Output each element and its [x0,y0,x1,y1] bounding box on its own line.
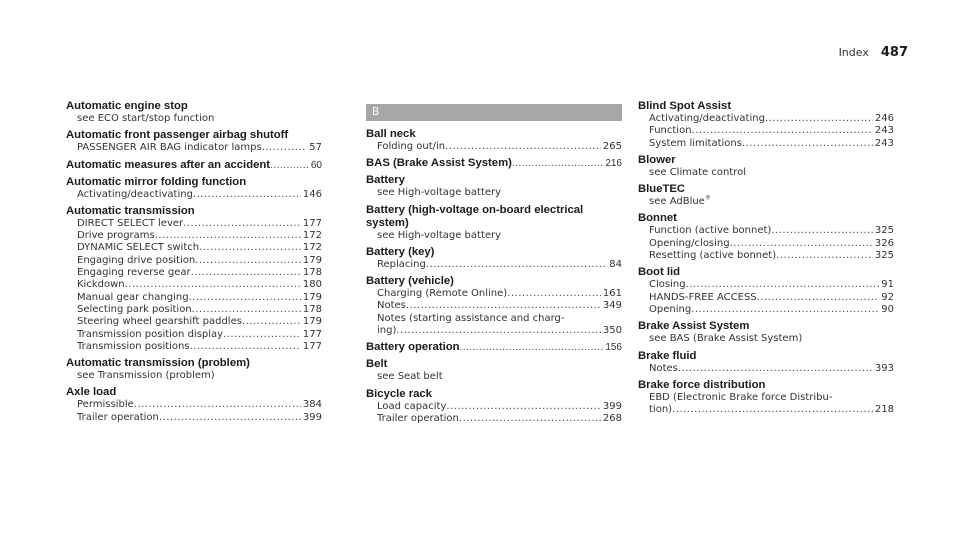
page-reference[interactable]: 92 [881,291,894,303]
index-entry [66,100,322,125]
index-entry [366,388,622,426]
index-term: Brake fluid [638,349,697,362]
index-subentry: see Transmission (problem) [77,370,215,382]
index-entry [366,157,622,170]
leader-dots [192,304,301,316]
index-entry [638,350,894,375]
page-reference[interactable]: 177 [302,328,322,340]
leader-dots [692,125,873,137]
index-entry [366,246,622,271]
entry-text: PASSENGER AIR BAG indicator lamps [77,142,262,154]
index-entry [638,320,894,345]
index-subentry[interactable] [638,292,894,304]
page-reference[interactable]: 393 [874,362,894,374]
index-term: Bonnet [638,212,677,225]
index-subentry[interactable] [638,250,894,262]
index-subentry[interactable] [638,125,894,137]
leader-dots [507,288,601,300]
leader-dots [776,250,873,262]
page-reference[interactable]: 60 [310,159,322,171]
entry-text: HANDS-FREE ACCESS [649,291,757,303]
entry-text: Permissible [77,399,134,411]
index-subentry[interactable] [638,363,894,375]
index-term: Battery (vehicle) [366,275,454,288]
index-subentry[interactable] [366,141,622,153]
index-subentry[interactable] [366,401,622,413]
index-entry [366,341,622,354]
index-subentry[interactable] [66,279,322,291]
leader-dots [125,279,301,291]
index-term: Automatic front passenger airbag shutoff [66,129,289,142]
page-reference[interactable]: 326 [874,237,894,249]
index-entry [366,174,622,199]
page-reference[interactable]: 265 [602,141,622,152]
index-subentry[interactable] [66,412,322,424]
index-term: BlueTEC [638,183,686,196]
entry-text: tion) [649,404,673,416]
leader-dots [193,189,301,201]
entry-text: Activating/deactivating [77,188,193,200]
index-subentry: see ECO start/stop function [77,113,215,124]
index-term: Automatic transmission (problem) [66,357,250,370]
index-subentry[interactable] [66,189,322,201]
leader-dots [270,159,309,172]
entry-text: Manual gear changing [77,291,189,303]
entry-text: Engaging drive position [77,254,196,266]
index-term: Brake force distribution [638,378,766,391]
entry-text: BAS (Brake Assist System) [366,157,512,170]
page-reference[interactable]: 91 [881,279,894,291]
index-entry [638,266,894,316]
index-entry [638,379,894,417]
entry-text: Steering wheel gearshift paddles [77,316,242,328]
index-term[interactable] [366,341,622,354]
entry-text: Kickdown [77,279,125,291]
index-term: Battery (key) [366,245,435,258]
index-entry [66,176,322,201]
page-reference[interactable]: 172 [302,242,322,254]
index-term[interactable] [366,157,622,170]
index-subentry: see BAS (Brake Assist System) [649,333,803,345]
index-entry [366,128,622,153]
index-subentry: see High-voltage battery [377,187,502,199]
index-subentry[interactable] [66,329,322,341]
index-entry [638,154,894,179]
page-reference[interactable]: 399 [602,400,622,412]
index-column-1 [66,100,322,428]
index-term: Battery (high-voltage on-board electrical [366,203,584,216]
index-subentry[interactable] [66,267,322,279]
index-term: Blower [638,153,676,166]
index-subentry[interactable] [66,304,322,316]
entry-text: Battery operation [366,341,460,354]
index-subentry[interactable] [66,142,322,154]
leader-dots [190,341,301,353]
index-term: Automatic mirror folding function [66,175,247,188]
page-reference[interactable]: 177 [302,340,322,352]
leader-dots [765,113,873,125]
entry-text: Trailer operation [377,412,459,424]
page-header [839,45,908,60]
entry-text: Notes [377,300,406,312]
index-subentry[interactable] [66,399,322,411]
index-subentry[interactable] [366,413,622,425]
page-reference[interactable]: 325 [874,225,894,237]
leader-dots [406,300,601,312]
index-subentry[interactable] [638,238,894,250]
leader-dots [446,401,601,413]
index-entry [366,358,622,383]
index-subentry: see Seat belt [377,371,443,383]
index-subentry-continued[interactable] [366,325,622,337]
index-subentry[interactable] [638,304,894,316]
leader-dots [678,363,873,375]
index-term: Automatic engine stop [66,100,188,112]
entry-text: ing) [377,325,397,337]
page-reference[interactable]: 179 [302,254,322,266]
leader-dots [426,259,607,271]
entry-text: DYNAMIC SELECT switch [77,242,200,254]
index-subentry: see High-voltage battery [377,229,502,241]
index-term-continued: system) [366,216,409,229]
leader-dots [199,242,301,254]
entry-text: Folding out/in [377,141,446,152]
page-reference[interactable]: 178 [302,303,322,315]
index-subentry: Notes (starting assistance and charg- [377,312,565,324]
leader-dots [155,230,301,242]
page-reference[interactable]: 399 [302,411,322,423]
index-entry [66,386,322,424]
page-reference[interactable]: 172 [302,230,322,242]
page-reference[interactable]: 384 [302,399,322,411]
entry-text: Closing [649,279,686,291]
index-entry [638,100,894,150]
leader-dots [512,157,603,170]
leader-dots [771,225,873,237]
page-number: 487 [880,45,908,60]
page-reference[interactable]: 156 [605,342,622,354]
index-subentry[interactable] [366,259,622,271]
entry-text: Notes [649,362,678,374]
index-term: Bicycle rack [366,387,432,400]
page-reference[interactable]: 178 [302,267,322,279]
page-reference[interactable]: 57 [309,142,322,154]
index-column-2 [366,104,622,429]
index-subentry[interactable] [366,300,622,312]
index-subentry: see Climate control [649,166,747,178]
index-entry [638,183,894,208]
page-reference[interactable]: 146 [302,188,322,200]
index-subentry[interactable] [66,255,322,267]
entry-text: Opening/closing [649,237,730,249]
page-reference[interactable]: 177 [302,217,322,229]
index-column-2-entries [366,128,622,425]
page-reference[interactable]: 218 [874,404,894,416]
index-subentry: EBD (Electronic Brake force Distribu- [649,391,833,403]
entry-text: Opening [649,303,692,315]
index-term: Belt [366,358,388,371]
entry-text: Charging (Remote Online) [377,288,508,300]
leader-dots [189,292,301,304]
index-subentry[interactable] [66,316,322,328]
index-term: Ball neck [366,128,416,140]
leader-dots [183,218,301,230]
index-term: Boot lid [638,266,681,279]
leader-dots [262,142,308,154]
page-reference[interactable]: 349 [602,300,622,312]
leader-dots [730,238,873,250]
page-reference[interactable]: 161 [602,288,622,300]
index-entry [638,212,894,262]
entry-text: Drive programs [77,230,155,242]
page-reference[interactable]: 243 [874,137,894,149]
index-subentry[interactable] [66,218,322,230]
leader-dots [691,304,879,316]
leader-dots [159,412,301,424]
page-reference[interactable]: 90 [881,303,894,315]
entry-text: Engaging reverse gear [77,267,191,279]
index-term: Brake Assist System [638,320,750,333]
leader-dots [223,329,301,341]
page-reference[interactable]: 179 [302,316,322,328]
page-reference[interactable]: 179 [302,291,322,303]
leader-dots [459,413,601,425]
index-entry [366,275,622,337]
leader-dots [686,279,880,291]
header-label: Index [838,46,869,59]
letter-heading-b: B [366,104,622,121]
entry-text: Function [649,125,692,137]
leader-dots [242,316,301,328]
index-entry [66,357,322,382]
leader-dots [672,404,873,416]
leader-dots [742,138,873,150]
index-term: Blind Spot Assist [638,100,732,112]
entry-text: Transmission positions [77,340,190,352]
entry-text: Function (active bonnet) [649,225,772,237]
index-term: Automatic transmission [66,204,195,217]
entry-text: Selecting park position [77,303,192,315]
index-subentry[interactable] [366,288,622,300]
page-reference[interactable]: 268 [602,412,622,424]
leader-dots [460,341,604,354]
index-subentry[interactable] [638,279,894,291]
index-entry [66,159,322,172]
leader-dots [195,255,301,267]
index-term[interactable] [66,159,322,172]
leader-dots [396,325,601,337]
page-reference[interactable]: 246 [874,113,894,124]
index-entry [366,204,622,242]
page-reference[interactable]: 84 [609,258,622,270]
index-entry [66,129,322,154]
leader-dots [191,267,301,279]
leader-dots [445,141,601,153]
page-reference[interactable]: 243 [874,125,894,137]
index-subentry[interactable] [66,230,322,242]
index-subentry[interactable] [638,113,894,125]
entry-text: System limitations [649,137,742,149]
leader-dots [134,399,301,411]
entry-text: DIRECT SELECT lever [77,217,184,229]
index-entry [66,205,322,353]
index-subentry[interactable] [66,341,322,353]
index-subentry[interactable] [66,242,322,254]
registered-mark: ® [704,194,711,202]
index-term: Axle load [66,386,117,399]
index-column-3 [638,100,894,420]
page-reference[interactable]: 180 [302,279,322,291]
leader-dots [757,292,880,304]
entry-text: Trailer operation [77,411,159,423]
index-subentry-continued[interactable] [638,404,894,416]
index-subentry[interactable] [638,138,894,150]
entry-text: Resetting (active bonnet) [649,250,777,262]
index-subentry[interactable] [638,225,894,237]
index-subentry[interactable] [66,292,322,304]
entry-text: Transmission position display [77,328,224,340]
page-reference[interactable]: 350 [602,325,622,337]
entry-text: Load capacity [377,400,447,412]
index-subentry: see AdBlue® [649,194,711,208]
entry-text: Activating/deactivating [649,113,765,124]
page-reference[interactable]: 216 [605,158,622,170]
page-reference[interactable]: 325 [874,250,894,262]
entry-text: Automatic measures after an accident [66,158,271,171]
entry-text: Replacing [377,258,426,270]
index-term: Battery [366,174,405,187]
